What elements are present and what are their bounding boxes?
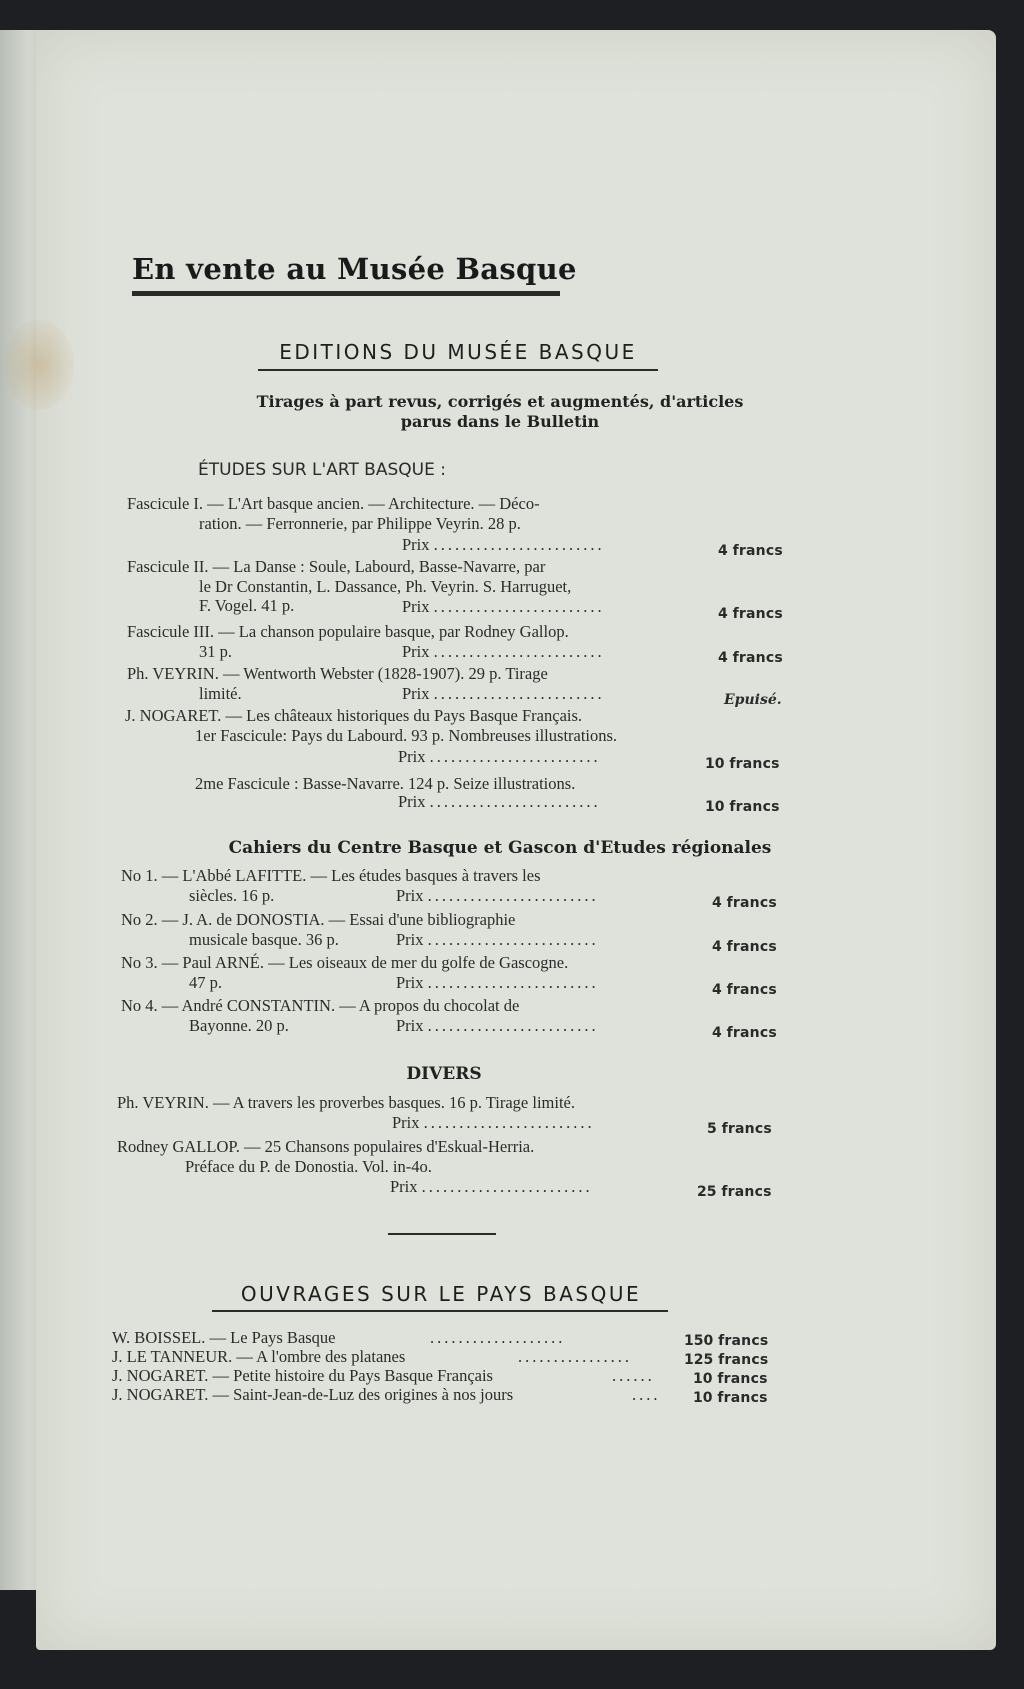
item-text: J. NOGARET. — Petite histoire du Pays Basque Français [112,1366,493,1385]
dot-leader: ........................ [423,1113,595,1132]
prix-label: Prix [402,597,430,616]
item-line: J. NOGARET. — Les châteaux historiques du Pays Basque Français. [125,706,583,725]
price-unit: francs [718,1352,769,1368]
cahiers-heading: Cahiers du Centre Basque et Gascon d'Etudes régionales [228,838,772,858]
item-line: ration. — Ferronnerie, par Philippe Veyrin. 28 p. [199,513,521,533]
dot-leader: ........................ [433,597,605,616]
list-item [112,1366,655,1386]
prix-line [402,642,605,662]
price-value: 10 [693,1390,713,1406]
item-line: F. Vogel. 41 p. [199,596,295,615]
prix-label: Prix [398,747,426,766]
item-line: siècles. 16 p. [189,885,275,905]
price-unit: francs [721,1184,772,1200]
ouvrages-heading: OUVRAGES SUR LE PAYS BASQUE [240,1282,642,1306]
item-line: limité. [199,683,242,703]
item-line: Ph. VEYRIN. — A travers les proverbes basques. 16 p. Tirage limité. [117,1093,575,1112]
list-item [125,706,705,745]
item-line: No 1. — L'Abbé LAFITTE. — Les études basques à travers les [121,866,541,885]
prix-label: Prix [396,973,424,992]
prix-label: Prix [396,930,424,949]
price-unit: francs [721,1121,772,1137]
prix-line [396,930,599,950]
price [712,895,777,911]
prix-line [402,597,605,617]
prix-line [396,973,599,993]
price [684,1352,768,1368]
price [705,799,780,815]
price-unit: francs [718,1333,769,1349]
dot-leader: ........................ [427,973,599,992]
price-value: 150 [684,1333,714,1349]
price-value: 4 [712,982,722,998]
item-line: Fascicule I. — L'Art basque ancien. — Architecture. — Déco- [127,494,540,513]
price-unit: francs [726,1025,777,1041]
item-text: J. LE TANNEUR. — A l'ombre des platanes [112,1347,406,1366]
price-unit: francs [726,982,777,998]
item-line: 1er Fascicule: Pays du Labourd. 93 p. Nombreuses illustrations. [195,725,618,745]
price-unit: francs [729,756,780,772]
price [705,756,780,772]
list-item [117,1093,697,1113]
price-unit: francs [726,895,777,911]
item-line: le Dr Constantin, L. Dassance, Ph. Veyrin. S. Harruguet, [199,576,572,596]
item-line: Rodney GALLOP. — 25 Chansons populaires d'Eskual-Herria. [117,1137,535,1156]
dot-leader: ................... [430,1328,566,1347]
prix-line [396,1016,599,1036]
price-unit: francs [726,939,777,955]
price [697,1184,772,1200]
list-item [117,1137,697,1176]
price-unit: francs [729,799,780,815]
subheading-line: Tirages à part revus, corrigés et augmentés, d'articles [256,392,744,411]
item-line: No 2. — J. A. de DONOSTIA. — Essai d'une bibliographie [121,910,516,929]
price-value: 4 [712,1025,722,1041]
item-line: Préface du P. de Donostia. Vol. in-4o. [185,1156,432,1176]
price-value: 10 [705,799,725,815]
prix-label: Prix [390,1177,418,1196]
dot-leader: ........................ [427,930,599,949]
prix-line [390,1177,593,1197]
divers-heading: DIVERS [406,1064,482,1084]
price-value: 10 [705,756,725,772]
prix-line [396,886,599,906]
price-unit: francs [732,650,783,666]
price-value: 125 [684,1352,714,1368]
price-value: 25 [697,1184,717,1200]
prix-line [398,792,601,812]
price [707,1121,772,1137]
price-unit: francs [717,1371,768,1387]
item-line: 47 p. [189,972,222,992]
item-line: musicale basque. 36 p. [189,929,339,949]
page-title: En vente au Musée Basque [132,252,577,286]
item-line: Fascicule II. — La Danse : Soule, Labourd, Basse-Navarre, par [127,557,546,576]
dot-leader: ................ [518,1347,632,1366]
list-item [112,1385,661,1405]
price-unit: francs [717,1390,768,1406]
prix-line [398,747,601,767]
price-unit: francs [732,543,783,559]
price [712,939,777,955]
list-item [127,494,687,533]
prix-label: Prix [398,792,426,811]
item-text: J. NOGARET. — Saint-Jean-de-Luz des origines à nos jours [112,1385,514,1404]
title-underline [132,291,560,296]
list-item [195,774,695,794]
item-line: Bayonne. 20 p. [189,1015,289,1035]
item-line: No 4. — André CONSTANTIN. — A propos du chocolat de [121,996,520,1015]
price-value: 4 [718,543,728,559]
price [712,1025,777,1041]
editions-subheading [140,392,860,432]
price-value: 10 [693,1371,713,1387]
prix-label: Prix [396,886,424,905]
prix-line [402,535,605,555]
price [718,606,783,622]
prix-label: Prix [392,1113,420,1132]
dot-leader: .... [632,1385,661,1404]
list-item [112,1347,632,1367]
ouvrages-underline [212,1310,668,1312]
prix-label: Prix [396,1016,424,1035]
dot-leader: ........................ [433,684,605,703]
item-text: W. BOISSEL. — Le Pays Basque [112,1328,336,1347]
category-label: ÉTUDES SUR L'ART BASQUE : [198,460,446,480]
prix-label: Prix [402,642,430,661]
price-value: 4 [712,895,722,911]
price-value: 4 [718,606,728,622]
price [724,692,782,708]
dot-leader: ........................ [427,886,599,905]
price [718,543,783,559]
dot-leader: ........................ [421,1177,593,1196]
dot-leader: ........................ [427,1016,599,1035]
dot-leader: ........................ [429,792,601,811]
price [718,650,783,666]
item-line: 2me Fascicule : Basse-Navarre. 124 p. Seize illustrations. [195,774,576,793]
editions-heading: EDITIONS DU MUSÉE BASQUE [279,340,637,364]
price-unit: francs [732,606,783,622]
list-item [112,1328,566,1348]
prix-label: Prix [402,535,430,554]
dot-leader: ........................ [433,642,605,661]
prix-line [402,684,605,704]
item-line: Fascicule III. — La chanson populaire basque, par Rodney Gallop. [127,622,569,641]
price-value: 4 [718,650,728,666]
subheading-line: parus dans le Bulletin [400,412,600,431]
price [693,1371,768,1387]
prix-label: Prix [402,684,430,703]
prix-line [392,1113,595,1133]
price-value: Epuisé. [724,692,782,708]
price-value: 4 [712,939,722,955]
price-value: 5 [707,1121,717,1137]
price [693,1390,768,1406]
section-divider [388,1233,496,1235]
dot-leader: ........................ [429,747,601,766]
item-line: Ph. VEYRIN. — Wentworth Webster (1828-1907). 29 p. Tirage [127,664,548,683]
price [712,982,777,998]
price [684,1333,768,1349]
dot-leader: ...... [612,1366,655,1385]
item-line: 31 p. [199,641,232,661]
editions-underline [258,369,658,371]
dot-leader: ........................ [433,535,605,554]
item-line: No 3. — Paul ARNÉ. — Les oiseaux de mer du golfe de Gascogne. [121,953,569,972]
